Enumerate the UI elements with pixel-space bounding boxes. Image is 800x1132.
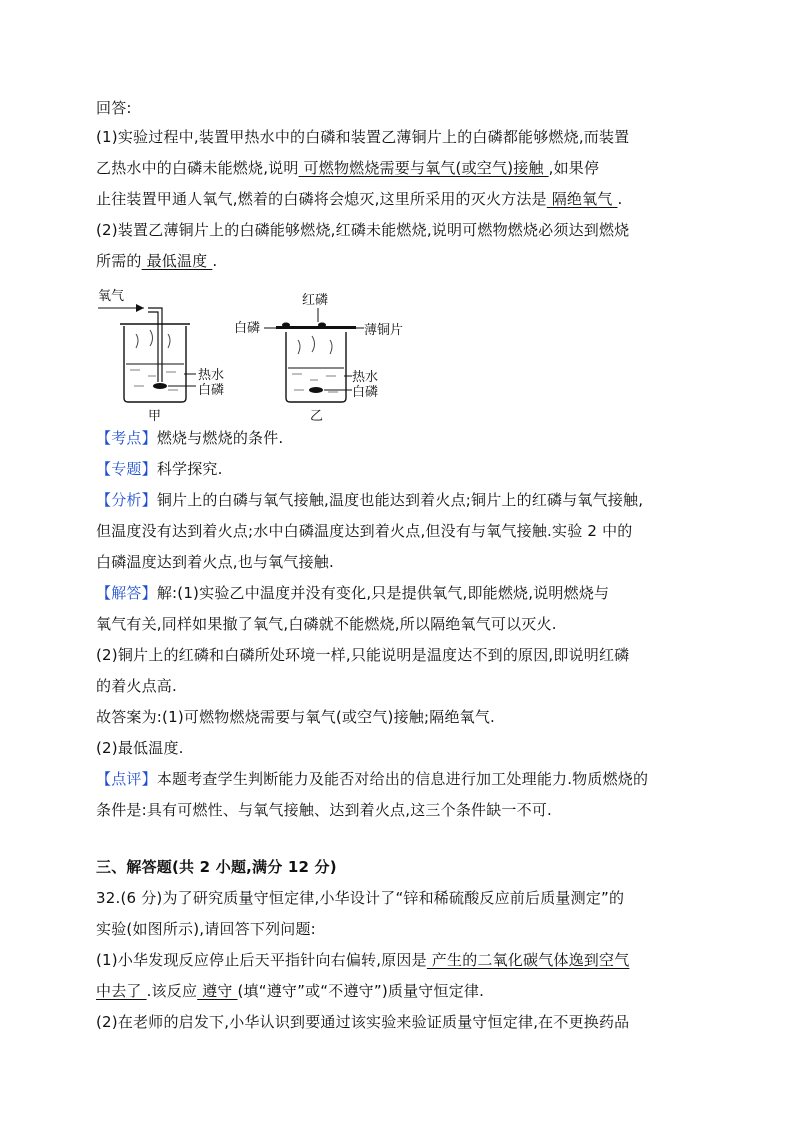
q1-line-1: (1)实验过程中,装置甲热水中的白磷和装置乙薄铜片上的白磷都能够燃烧,而装置	[96, 128, 630, 146]
zhuanti-line	[96, 459, 716, 479]
answer-header: 回答:	[96, 99, 132, 117]
kaodian-line	[96, 428, 716, 448]
q1-line-3-tail: .	[617, 190, 623, 208]
q1-line-2-text: 乙热水中的白磷未能燃烧,说明	[96, 159, 299, 177]
dianping-text-1: 本题考查学生判断能力及能否对给出的信息进行加工处理能力.物质燃烧的	[156, 770, 649, 788]
apparatus-yi	[234, 292, 403, 424]
kaodian-tag: 【考点】	[96, 429, 157, 447]
q32-answer-1b: 中去了	[96, 982, 147, 1000]
label-white-p-jia: 白磷	[198, 383, 225, 398]
dianping-line-1	[96, 769, 716, 789]
jieda-text-1: 解:(1)实验乙中温度并没有变化,只是提供氧气,即能燃烧,说明燃烧与	[156, 584, 610, 602]
q32-line-4-tail: (填“遵守”或“不遵守”)质量守恒定律.	[237, 982, 485, 1000]
q1-line-3	[96, 189, 716, 209]
section-3-heading: 三、解答题(共 2 小题,满分 12 分)	[96, 858, 337, 876]
q1-answer-2: 隔绝氧气	[546, 190, 618, 208]
q1-line-2	[96, 158, 716, 178]
white-phosphorus-yi	[309, 387, 323, 393]
jieda-line-4: 的着火点高.	[96, 677, 177, 695]
fenxi-text-1: 铜片上的白磷与氧气接触,温度也能达到着火点;铜片上的红磷与氧气接触,	[156, 491, 644, 509]
q1-line-2-tail: ,如果停	[548, 159, 600, 177]
dianping-tag: 【点评】	[96, 770, 157, 788]
q1-answer-1: 可燃物燃烧需要与氧气(或空气)接触	[298, 159, 549, 177]
label-red-p: 红磷	[302, 293, 329, 308]
q32-line-1: 32.(6 分)为了研究质量守恒定律,小华设计了“锌和稀硫酸反应前后质量测定”的	[96, 889, 625, 907]
label-white-p-top: 白磷	[234, 321, 261, 336]
jieda-line-2: 氧气有关,同样如果撤了氧气,白磷就不能燃烧,所以隔绝氧气可以灭火.	[96, 615, 557, 633]
zhuanti-text: 科学探究.	[156, 460, 223, 478]
label-copper: 薄铜片	[364, 323, 404, 338]
label-white-p-yi: 白磷	[352, 385, 379, 400]
jieda-tag: 【解答】	[96, 584, 157, 602]
q2-answer: 最低温度	[141, 252, 213, 270]
q32-line-4-mid: .该反应	[146, 982, 198, 1000]
apparatus-jia	[98, 289, 224, 424]
q2-line-2-tail: .	[212, 252, 218, 270]
q32-line-3-text: (1)小华发现反应停止后天平指针向右偏转,原因是	[96, 951, 427, 969]
kaodian-text: 燃烧与燃烧的条件.	[156, 429, 284, 447]
fenxi-tag: 【分析】	[96, 491, 157, 509]
experiment-figure	[96, 286, 404, 424]
q32-line-3	[96, 950, 716, 970]
q32-line-2: 实验(如图所示),请回答下列问题:	[96, 920, 316, 938]
dianping-line-2: 条件是:具有可燃性、与氧气接触、达到着火点,这三个条件缺一不可.	[96, 801, 552, 819]
jieda-line-5: 故答案为:(1)可燃物燃烧需要与氧气(或空气)接触;隔绝氧气.	[96, 708, 496, 726]
white-phosphorus-jia	[153, 383, 167, 389]
label-hot-water-yi: 热水	[352, 370, 379, 385]
q32-answer-2: 遵守	[197, 982, 238, 1000]
q2-line-2-text: 所需的	[96, 252, 142, 270]
q32-line-4	[96, 981, 716, 1001]
label-hot-water-jia: 热水	[198, 368, 225, 383]
q2-line-1: (2)装置乙薄铜片上的白磷能够燃烧,红磷未能燃烧,说明可燃物燃烧必须达到燃烧	[96, 221, 630, 239]
jieda-line-3: (2)铜片上的红磷和白磷所处环境一样,只能说明是温度达不到的原因,即说明红磷	[96, 646, 630, 664]
beaker-jia	[120, 324, 190, 402]
fenxi-line-2: 但温度没有达到着火点;水中白磷温度达到着火点,但没有与氧气接触.实验 2 中的	[96, 522, 633, 540]
q2-line-2	[96, 251, 716, 271]
jieda-line-1	[96, 583, 716, 603]
q32-line-5: (2)在老师的启发下,小华认识到要通过该实验来验证质量守恒定律,在不更换药品	[96, 1013, 630, 1031]
caption-yi: 乙	[310, 409, 324, 424]
label-oxygen: 氧气	[98, 289, 125, 304]
caption-jia: 甲	[148, 409, 162, 424]
fenxi-line-3: 白磷温度达到着火点,也与氧气接触.	[96, 553, 334, 571]
q1-line-3-text: 止往装置甲通人氧气,燃着的白磷将会熄灭,这里所采用的灭火方法是	[96, 190, 547, 208]
jieda-line-6: (2)最低温度.	[96, 739, 184, 757]
q32-answer-1a: 产生的二氧化碳气体逸到空气	[426, 951, 630, 969]
zhuanti-tag: 【专题】	[96, 460, 157, 478]
fenxi-line-1	[96, 490, 716, 510]
